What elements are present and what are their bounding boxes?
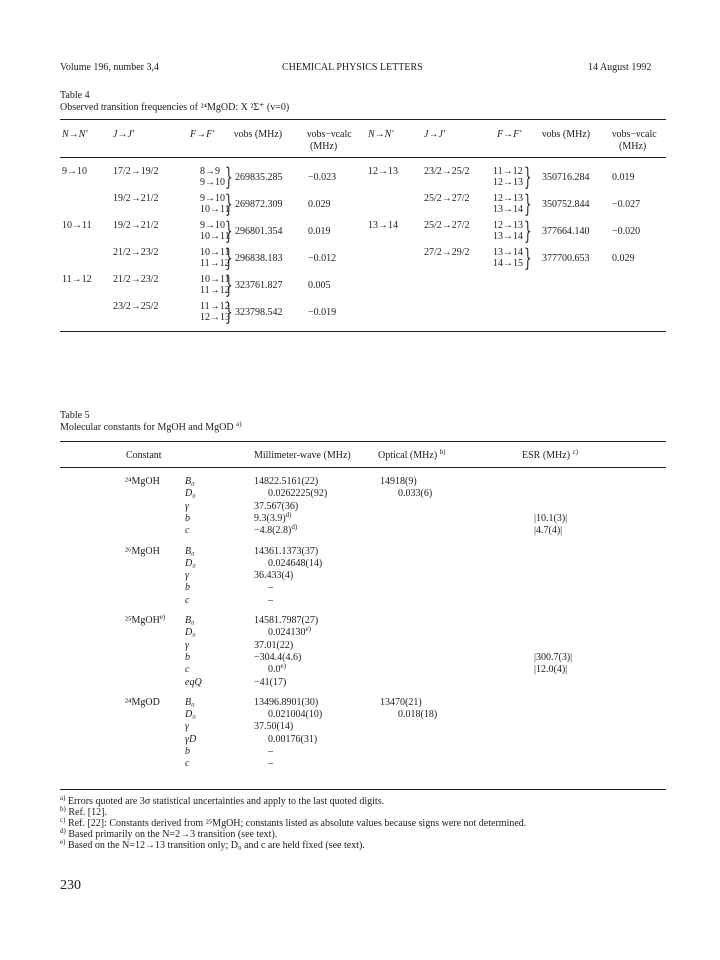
t5-mm-number: 0.021004(10) xyxy=(268,709,323,721)
table5-label: Table 5 xyxy=(60,410,90,421)
t4-nu-obs: 296801.354 xyxy=(235,226,283,237)
page-number: 230 xyxy=(60,878,81,893)
t4-n-value: 13→14 xyxy=(368,220,398,231)
t4-f-upper: 10→11 xyxy=(200,247,230,258)
table4-header-rule xyxy=(60,157,666,158)
t4-right-brace: } xyxy=(524,217,532,245)
t4-right-brace: } xyxy=(524,244,532,272)
table5-header-rule xyxy=(60,467,666,468)
t4-right-brace: } xyxy=(524,163,532,191)
t5-parameter: D₀ xyxy=(185,709,196,721)
t5-mm-value xyxy=(268,488,327,500)
t4-f-upper: 9→10 xyxy=(200,193,225,204)
footnote-text: Ref. [22]: Constants derived from ²⁵MgOH; constants listed as absolute values because signs were not determined. xyxy=(65,818,527,829)
t5-optical-value: 0.018(18) xyxy=(398,709,438,721)
t5-parameter: B₀ xyxy=(185,615,195,626)
t5-mm-number: −4.8(2.8) xyxy=(254,525,292,537)
t4-f-upper: 9→10 xyxy=(200,220,225,231)
t4-f-lower: 12→13 xyxy=(493,177,523,188)
t5-mm-value xyxy=(254,546,318,558)
t4-n-value: 11→12 xyxy=(62,274,92,285)
t5-mm-number: 13496.8901(30) xyxy=(254,696,319,708)
t5-parameter: c xyxy=(185,525,190,537)
t5-mm-number: 0.00176(31) xyxy=(268,733,318,745)
t4-right-brace: } xyxy=(524,190,532,218)
t5-parameter: c xyxy=(185,594,190,606)
t5-esr-value: |300.7(3)| xyxy=(534,651,573,663)
t4-right-brace: } xyxy=(225,163,233,191)
t4-col-nu-left: νobs (MHz) xyxy=(234,129,283,140)
t5-species xyxy=(125,615,165,627)
table5-top-rule xyxy=(60,441,666,442)
t5-mm-number: – xyxy=(268,758,273,770)
t5-mm-number: – xyxy=(268,746,273,757)
t4-f-lower: 14→15 xyxy=(493,258,523,269)
t4-f-upper: 11→12 xyxy=(493,166,523,177)
t4-nu-obs: 323761.827 xyxy=(235,280,283,291)
t4-nu-obs: 350752.844 xyxy=(542,199,590,210)
t5-mm-value xyxy=(254,570,293,582)
table4-top-rule xyxy=(60,119,666,120)
t4-f-upper: 13→14 xyxy=(493,247,523,258)
t4-n-value: 12→13 xyxy=(368,166,398,177)
t5-species-name: ²⁵MgOH xyxy=(125,615,160,626)
t4-col-nu-right: νobs (MHz) xyxy=(542,129,591,140)
t5-mm-value xyxy=(254,721,293,733)
t4-right-brace: } xyxy=(225,244,233,272)
t5-parameter: D₀ xyxy=(185,488,196,500)
t5-mm-number: 0.0 xyxy=(268,664,281,676)
t5-parameter: B₀ xyxy=(185,696,195,708)
table5-bottom-rule xyxy=(60,789,666,790)
t5-mm-value xyxy=(268,627,311,639)
t4-nu-obs: 269835.285 xyxy=(235,172,283,183)
t5-mm-value xyxy=(254,652,301,664)
t4-col-mhz-left: (MHz) xyxy=(310,141,338,152)
t5-mm-number: 0.024130 xyxy=(268,627,306,639)
table5-caption-note: a) xyxy=(236,420,242,428)
t5-mm-value xyxy=(268,595,273,607)
t4-f-lower: 10→11 xyxy=(200,204,230,215)
t5-mm-value xyxy=(254,640,293,652)
t5-mm-note: d) xyxy=(291,523,298,532)
t4-f-lower: 11→12 xyxy=(200,258,230,269)
t5-mm-value xyxy=(254,510,292,525)
table4-label: Table 4 xyxy=(60,90,90,101)
t5-species-name: ²⁶MgOH xyxy=(125,545,160,557)
t4-f-lower: 10→11 xyxy=(200,231,230,242)
t5-mm-value xyxy=(268,558,322,570)
t4-nu-diff: 0.005 xyxy=(308,280,331,291)
t5-mm-value xyxy=(268,664,286,676)
t4-right-brace: } xyxy=(225,271,233,299)
t4-right-brace: } xyxy=(225,298,233,326)
t4-j-value: 21/2→23/2 xyxy=(113,247,159,258)
t5-parameter: b xyxy=(185,651,190,663)
t4-f-upper: 11→12 xyxy=(200,301,230,312)
t5-species xyxy=(125,476,160,488)
t4-col-f-right: F→F′ xyxy=(497,129,522,140)
footnote-text: Errors quoted are 3σ statistical uncertainties and apply to the last quoted digits. xyxy=(65,796,385,807)
t5-parameter: b xyxy=(185,746,190,757)
t5-mm-number: 0.0262225(92) xyxy=(268,488,328,500)
t5-parameter: B₀ xyxy=(185,545,195,557)
footnote-mark: c) xyxy=(60,816,66,824)
t5-mm-value xyxy=(254,476,318,488)
t5-mm-value xyxy=(268,746,273,758)
t5-parameter: eqQ xyxy=(185,676,202,688)
t4-col-j-left: J→J′ xyxy=(113,129,135,140)
t4-right-brace: } xyxy=(225,190,233,218)
t4-j-value: 17/2→19/2 xyxy=(113,166,159,177)
t5-mm-number: 14361.1373(37) xyxy=(254,545,319,557)
t4-f-upper: 12→13 xyxy=(493,193,523,204)
t5-parameter: γ xyxy=(185,570,189,582)
t5-species xyxy=(125,697,160,709)
t5-optical-value: 0.033(6) xyxy=(398,488,433,500)
t4-f-lower: 13→14 xyxy=(493,231,523,242)
t4-f-upper: 8→9 xyxy=(200,166,220,177)
t5-mm-note: e) xyxy=(280,662,286,671)
t5-mm-number: −41(17) xyxy=(254,676,287,688)
t4-nu-diff: −0.019 xyxy=(308,307,337,318)
t4-nu-diff: −0.027 xyxy=(612,199,641,210)
t5-parameter: b xyxy=(185,582,190,594)
t5-parameter: c xyxy=(185,758,190,770)
t4-right-brace: } xyxy=(225,217,233,245)
t5-col-opt-text: Optical (MHz) xyxy=(378,450,438,461)
t5-parameter: D₀ xyxy=(185,627,196,639)
t5-parameter: D₀ xyxy=(185,557,196,569)
t4-nu-diff: −0.023 xyxy=(308,172,337,183)
t5-species-name: ²⁴MgOD xyxy=(125,696,160,708)
t4-n-value: 10→11 xyxy=(62,220,92,231)
t4-nu-diff: 0.029 xyxy=(612,253,635,264)
t5-mm-number: −304.4(4.6) xyxy=(254,651,302,663)
footnote-text: Based on the N=12→13 transition only; D₀ and c are held fixed (see text). xyxy=(65,840,365,851)
t4-col-f-left: F→F′ xyxy=(190,129,215,140)
t5-esr-value: |10.1(3)| xyxy=(534,512,568,524)
t4-j-value: 27/2→29/2 xyxy=(424,247,470,258)
t5-mm-value xyxy=(268,734,317,746)
t4-nu-diff: −0.020 xyxy=(612,226,641,237)
t5-parameter: γD xyxy=(185,733,197,745)
t4-nu-obs: 269872.309 xyxy=(235,199,283,210)
t4-j-value: 19/2→21/2 xyxy=(113,193,159,204)
t4-nu-diff: −0.012 xyxy=(308,253,337,264)
t4-j-value: 23/2→25/2 xyxy=(424,166,470,177)
t4-j-value: 21/2→23/2 xyxy=(113,274,159,285)
t5-species-note: e) xyxy=(159,613,166,621)
t4-f-lower: 13→14 xyxy=(493,204,523,215)
t5-mm-note: e) xyxy=(305,625,311,634)
t5-parameter: γ xyxy=(185,721,189,733)
t5-parameter: γ xyxy=(185,639,189,651)
t4-f-lower: 9→10 xyxy=(200,177,225,188)
t4-nu-obs: 350716.284 xyxy=(542,172,590,183)
t4-nu-diff: 0.019 xyxy=(308,226,331,237)
t5-mm-number: 36.433(4) xyxy=(254,570,294,582)
t5-mm-number: 0.024648(14) xyxy=(268,557,323,569)
t5-col-opt-note: b) xyxy=(439,448,446,456)
t5-mm-number: 37.567(36) xyxy=(254,500,299,512)
t5-col-opt xyxy=(378,450,446,462)
footnote-text: Based primarily on the N=2→3 transition (see text). xyxy=(65,829,278,840)
t4-f-lower: 12→13 xyxy=(200,312,230,323)
t5-species-name: ²⁴MgOH xyxy=(125,476,160,487)
t4-col-diff-left: νobs−νcalc xyxy=(307,129,352,140)
table5-caption-text: Molecular constants for MgOH and MgOD xyxy=(60,422,234,433)
t5-esr-value: |12.0(4)| xyxy=(534,664,568,676)
footnote xyxy=(60,796,384,808)
t5-mm-number: 14822.5161(22) xyxy=(254,476,319,487)
t4-f-lower: 11→12 xyxy=(200,285,230,296)
t5-optical-value: 13470(21) xyxy=(380,696,422,708)
t4-nu-obs: 296838.183 xyxy=(235,253,283,264)
t5-mm-value xyxy=(254,697,318,709)
t5-mm-value xyxy=(254,525,297,537)
volume-label: Volume 196, number 3,4 xyxy=(60,62,159,73)
t5-parameter: γ xyxy=(185,500,189,512)
t4-col-mhz-right: (MHz) xyxy=(619,141,647,152)
t4-n-value: 9→10 xyxy=(62,166,87,177)
footnote-mark: b) xyxy=(60,805,66,813)
t5-mm-value xyxy=(254,677,286,689)
t5-mm-number: 14581.7987(27) xyxy=(254,615,319,626)
t5-esr-value: |4.7(4)| xyxy=(534,525,563,537)
t5-optical-value: 14918(9) xyxy=(380,476,417,487)
t4-col-diff-right: νobs−νcalc xyxy=(612,129,657,140)
t4-nu-obs: 377700.653 xyxy=(542,253,590,264)
t5-mm-number: 9.3(3.9) xyxy=(254,512,286,524)
footnote-mark: e) xyxy=(60,838,66,846)
t5-parameter: c xyxy=(185,664,190,676)
journal-title: CHEMICAL PHYSICS LETTERS xyxy=(282,62,423,73)
t5-mm-value xyxy=(268,709,322,721)
t5-col-esr-note: c) xyxy=(572,448,579,456)
t4-nu-obs: 323798.542 xyxy=(235,307,283,318)
footnote-mark: a) xyxy=(60,794,66,802)
t5-col-esr xyxy=(522,450,578,462)
t4-nu-diff: 0.029 xyxy=(308,199,331,210)
table4-bottom-rule xyxy=(60,331,666,332)
t5-mm-value xyxy=(268,582,273,594)
t4-j-value: 25/2→27/2 xyxy=(424,220,470,231)
t5-parameter: B₀ xyxy=(185,476,195,487)
t4-f-upper: 10→11 xyxy=(200,274,230,285)
footnote-mark: d) xyxy=(60,827,66,835)
t5-mm-number: 37.01(22) xyxy=(254,639,294,651)
issue-date: 14 August 1992 xyxy=(588,62,652,73)
t5-col-mm: Millimeter-wave (MHz) xyxy=(254,450,351,461)
t4-col-n-left: N→N′ xyxy=(62,129,88,140)
footnote xyxy=(60,840,365,852)
t5-mm-number: 37.50(14) xyxy=(254,721,294,733)
t4-f-upper: 12→13 xyxy=(493,220,523,231)
t4-j-value: 25/2→27/2 xyxy=(424,193,470,204)
table5-caption xyxy=(60,422,242,434)
t5-species xyxy=(125,546,160,558)
t4-j-value: 19/2→21/2 xyxy=(113,220,159,231)
t4-col-n-right: N→N′ xyxy=(368,129,394,140)
t4-nu-diff: 0.019 xyxy=(612,172,635,183)
t4-nu-obs: 377664.140 xyxy=(542,226,590,237)
t5-parameter: b xyxy=(185,512,190,524)
table4-caption: Observed transition frequencies of ²⁴MgOD: X ²Σ⁺ (v=0) xyxy=(60,102,290,113)
t5-mm-number: – xyxy=(268,594,273,606)
footnote-text: Ref. [12]. xyxy=(65,807,107,818)
t5-mm-number: – xyxy=(268,582,273,594)
t5-col-esr-text: ESR (MHz) xyxy=(522,450,571,461)
t4-col-j-right: J→J′ xyxy=(424,129,446,140)
t5-mm-value xyxy=(268,758,273,770)
t5-mm-note: d) xyxy=(285,510,292,519)
t5-col-constant: Constant xyxy=(126,450,162,461)
t4-j-value: 23/2→25/2 xyxy=(113,301,159,312)
